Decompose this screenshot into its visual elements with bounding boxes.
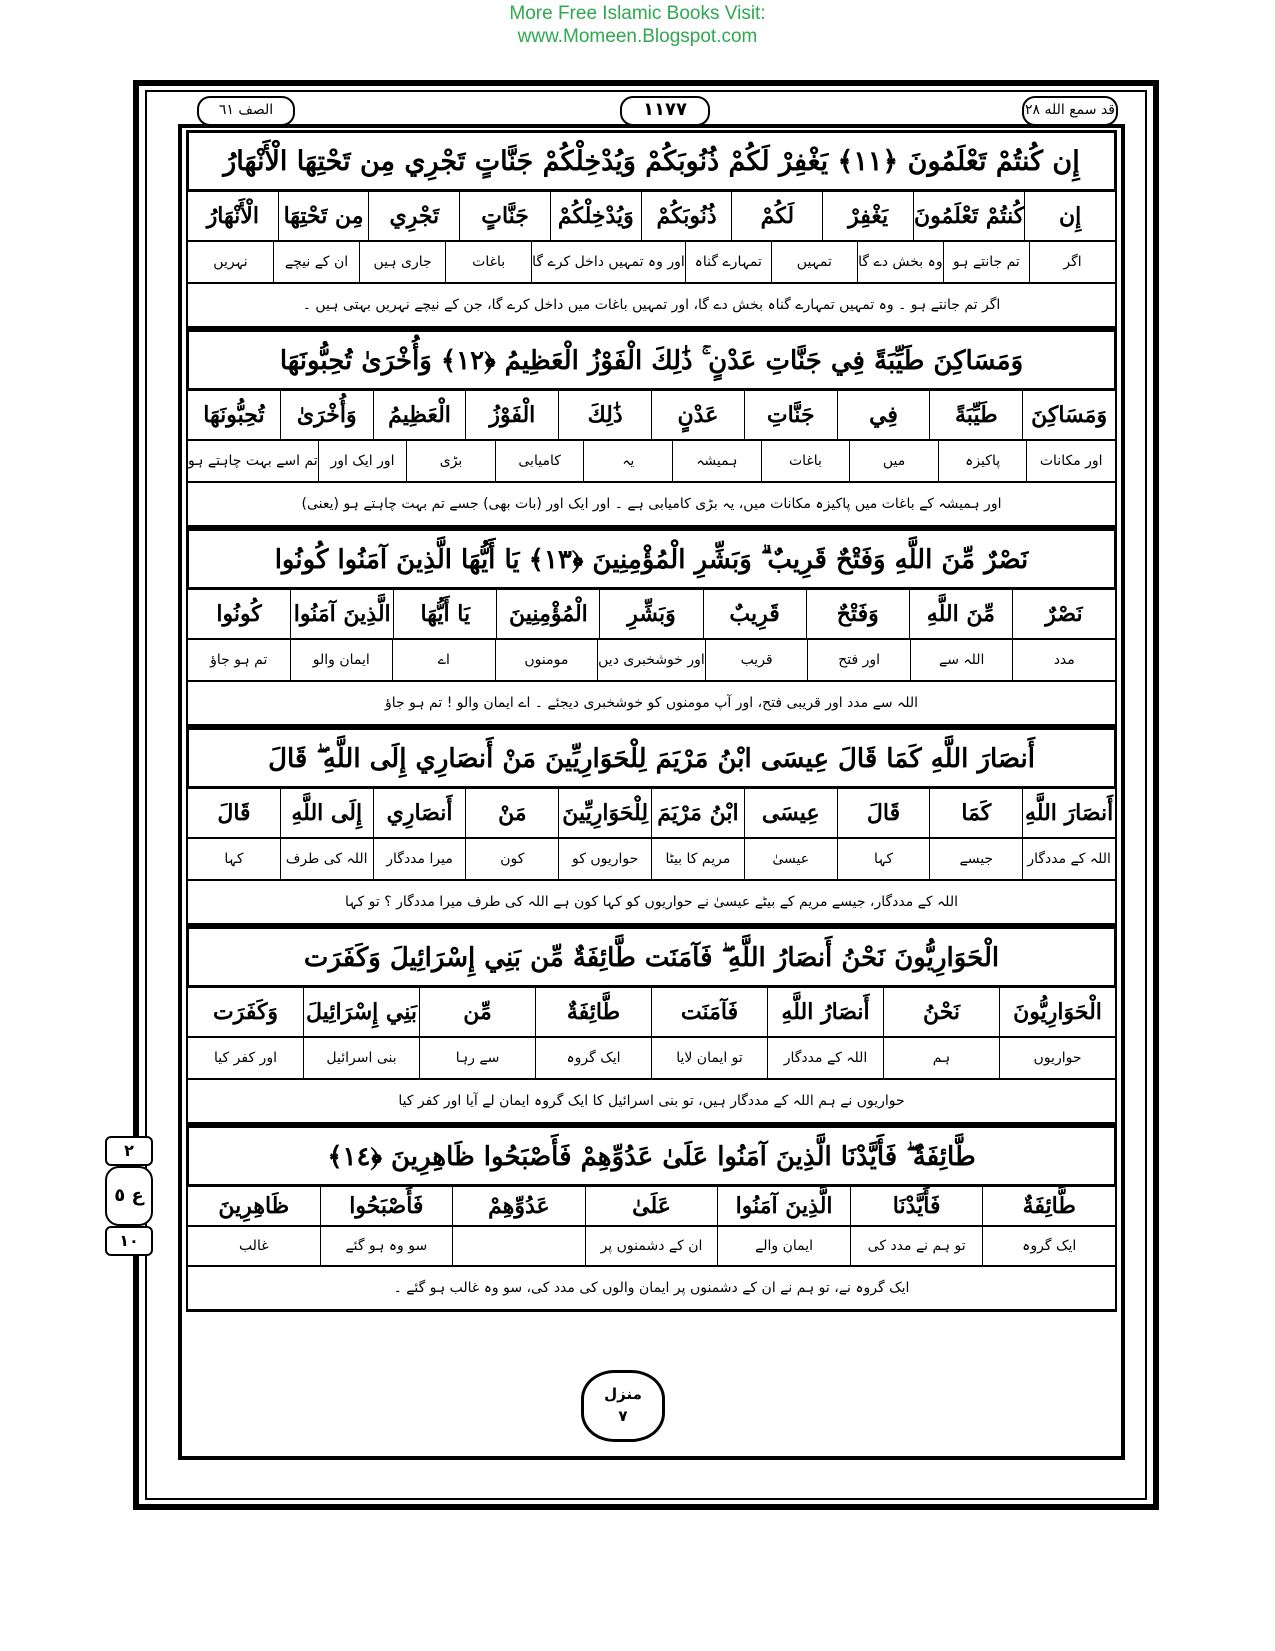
urdu-meaning: تم جانتے ہو xyxy=(943,242,1029,282)
meaning-row xyxy=(186,1227,1117,1267)
word-row xyxy=(186,988,1117,1038)
arabic-word: أَنصَارَ اللَّهِ xyxy=(1022,789,1115,837)
translation-line: اگر تم جانتے ہو ۔ وہ تمہیں تمہارے گناہ بخش دے گا، اور تمہیں باغات میں داخل کرے گا، جن کے نیچے نہریں بہتی ہیں ۔ xyxy=(186,284,1117,329)
word-row xyxy=(186,590,1117,640)
arabic-word: تَجْرِي xyxy=(368,192,459,240)
arabic-word: لَكُمْ xyxy=(731,192,822,240)
arabic-word: كُونُوا xyxy=(216,601,262,627)
ruku-ain-marker: ع ٥ xyxy=(105,1166,153,1226)
ayah-line: نَصْرٌ مِّنَ اللَّهِ وَفَتْحٌ قَرِيبٌ ۗ وَبَشِّرِ الْمُؤْمِنِينَ ﴿١٣﴾ يَا أَيُّهَا الَّذِينَ آمَنُوا كُونُوا xyxy=(186,528,1117,590)
arabic-word: طَيِّبَةً xyxy=(929,391,1022,439)
ayah-line: أَنصَارَ اللَّهِ كَمَا قَالَ عِيسَى ابْنُ مَرْيَمَ لِلْحَوَارِيِّينَ مَنْ أَنصَارِي إِلَى اللَّهِ ۖ قَالَ xyxy=(186,727,1117,789)
urdu-meaning: کون xyxy=(465,839,558,879)
arabic-word: وَكَفَرَت xyxy=(212,999,279,1025)
juz-name-label: قد سمع الله ٢٨ xyxy=(1022,96,1118,126)
promo-line-1: More Free Islamic Books Visit: xyxy=(509,3,766,24)
urdu-meaning: ان کے دشمنوں پر xyxy=(585,1227,718,1265)
urdu-meaning: تمہیں xyxy=(771,242,857,282)
word-row xyxy=(186,192,1117,242)
manzil-number: ٧ xyxy=(618,1407,628,1425)
urdu-meaning: باغات xyxy=(445,242,531,282)
urdu-meaning: ہم xyxy=(883,1038,999,1078)
urdu-meaning: میں xyxy=(849,441,938,481)
urdu-meaning: قریب xyxy=(705,640,808,680)
word-row xyxy=(186,391,1117,441)
urdu-meaning: بڑی xyxy=(406,441,495,481)
urdu-meaning: پاکیزہ xyxy=(938,441,1027,481)
arabic-word: جَنَّاتِ xyxy=(744,391,837,439)
ayah-line: وَمَسَاكِنَ طَيِّبَةً فِي جَنَّاتِ عَدْنٍ ۚ ذَٰلِكَ الْفَوْزُ الْعَظِيمُ ﴿١٢﴾ وَأُخْرَىٰ تُحِبُّونَهَا xyxy=(186,329,1117,391)
urdu-meaning: اللہ کی طرف xyxy=(280,839,373,879)
arabic-word: ذَٰلِكَ xyxy=(558,391,651,439)
urdu-meaning: جاری ہیں xyxy=(359,242,445,282)
arabic-word: ابْنُ مَرْيَمَ xyxy=(651,789,744,837)
urdu-meaning: نہریں xyxy=(213,254,248,270)
arabic-word: يَغْفِرْ xyxy=(822,192,913,240)
arabic-word: عِيسَى xyxy=(744,789,837,837)
verse-block xyxy=(186,528,1117,727)
urdu-meaning: اور ایک اور xyxy=(318,441,407,481)
urdu-meaning xyxy=(452,1227,585,1265)
arabic-word: مِّن xyxy=(419,988,535,1036)
urdu-meaning: ان کے نیچے xyxy=(273,242,359,282)
arabic-word: قَالَ xyxy=(837,789,930,837)
arabic-word: كُنتُمْ تَعْلَمُونَ xyxy=(913,192,1024,240)
ruku-marker xyxy=(103,1136,155,1256)
arabic-word: فَأَيَّدْنَا xyxy=(850,1187,983,1225)
arabic-word: وَأُخْرَىٰ xyxy=(280,391,373,439)
arabic-word: عَدْنٍ xyxy=(651,391,744,439)
arabic-word: كَمَا xyxy=(929,789,1022,837)
translation-line: اللہ سے مدد اور قریبی فتح، اور آپ مومنوں کو خوشخبری دیجئے ۔ اے ایمان والو ! تم ہو جاؤ xyxy=(186,682,1117,727)
verse-block xyxy=(186,1125,1117,1312)
meaning-row xyxy=(186,242,1117,284)
urdu-meaning: ہمیشہ xyxy=(672,441,761,481)
arabic-word: الْعَظِيمُ xyxy=(373,391,466,439)
arabic-word: أَنصَارُ اللَّهِ xyxy=(767,988,883,1036)
word-row xyxy=(186,789,1117,839)
urdu-meaning: اللہ سے xyxy=(910,640,1013,680)
urdu-meaning: وہ بخش دے گا xyxy=(857,242,943,282)
page-number: ۱۱۷۷ xyxy=(620,96,710,126)
arabic-word: وَيُدْخِلْكُمْ xyxy=(550,192,641,240)
meaning-row xyxy=(186,441,1117,483)
arabic-word: الَّذِينَ آمَنُوا xyxy=(290,590,393,638)
urdu-meaning: تم اسے بہت چاہتے ہو xyxy=(187,453,318,469)
arabic-word: فَأَصْبَحُوا xyxy=(320,1187,453,1225)
translation-line: حواریوں نے ہم اللہ کے مددگار ہیں، تو بنی اسرائیل کا ایک گروہ ایمان لے آیا اور کفر کیا xyxy=(186,1080,1117,1125)
promo-link[interactable]: www.Momeen.Blogspot.com xyxy=(517,26,758,47)
urdu-meaning: تو ایمان لایا xyxy=(651,1038,767,1078)
urdu-meaning: یہ xyxy=(583,441,672,481)
arabic-word: وَمَسَاكِنَ xyxy=(1022,391,1115,439)
arabic-word: إِن xyxy=(1024,192,1115,240)
urdu-meaning: اے xyxy=(392,640,495,680)
urdu-meaning: سے رہا xyxy=(419,1038,535,1078)
manzil-label: منزل xyxy=(604,1385,642,1403)
arabic-word: الْفَوْزُ xyxy=(465,391,558,439)
urdu-meaning: غالب xyxy=(238,1238,269,1254)
arabic-word: فِي xyxy=(837,391,930,439)
urdu-meaning: اور خوشخبری دیں xyxy=(597,640,705,680)
arabic-word: ظَاهِرِينَ xyxy=(218,1193,290,1219)
verse-block xyxy=(186,329,1117,528)
word-row xyxy=(186,1187,1117,1227)
meaning-row xyxy=(186,839,1117,881)
urdu-meaning: مریم کا بیٹا xyxy=(651,839,744,879)
surah-name-label: الصف ٦١ xyxy=(197,96,295,126)
urdu-meaning: اگر xyxy=(1029,242,1115,282)
translation-line: ایک گروہ نے، تو ہم نے ان کے دشمنوں پر ایمان والوں کی مدد کی، سو وہ غالب ہو گئے ۔ xyxy=(186,1267,1117,1312)
arabic-word: يَا أَيُّهَا xyxy=(393,590,496,638)
verse-block xyxy=(186,727,1117,926)
urdu-meaning: اور مکانات xyxy=(1026,441,1115,481)
arabic-word: الْأَنْهَارُ xyxy=(206,203,259,229)
arabic-word: عَدُوِّهِمْ xyxy=(452,1187,585,1225)
urdu-meaning: سو وہ ہو گئے xyxy=(320,1227,453,1265)
translation-line: اور ہمیشہ کے باغات میں پاکیزہ مکانات میں، یہ بڑی کامیابی ہے ۔ اور ایک اور (بات بھی) جسے تم بہت چاہتے ہو (یعنی) xyxy=(186,483,1117,528)
arabic-word: الْمُؤْمِنِينَ xyxy=(496,590,599,638)
verse-block xyxy=(186,926,1117,1125)
urdu-meaning: باغات xyxy=(761,441,850,481)
verse-block xyxy=(186,130,1117,329)
ayah-line: الْحَوَارِيُّونَ نَحْنُ أَنصَارُ اللَّهِ ۖ فَآمَنَت طَّائِفَةٌ مِّن بَنِي إِسْرَائِيلَ وَكَفَرَت xyxy=(186,926,1117,988)
urdu-meaning: حواریوں کو xyxy=(558,839,651,879)
arabic-word: ذُنُوبَكُمْ xyxy=(641,192,732,240)
ruku-count-top: ٢ xyxy=(105,1136,153,1166)
arabic-word: فَآمَنَت xyxy=(651,988,767,1036)
urdu-meaning: میرا مددگار xyxy=(373,839,466,879)
arabic-word: إِلَى اللَّهِ xyxy=(280,789,373,837)
urdu-meaning: حواریوں xyxy=(999,1038,1115,1078)
urdu-meaning: عیسیٰ xyxy=(744,839,837,879)
tafsir-content xyxy=(186,130,1117,1312)
urdu-meaning: اور کفر کیا xyxy=(214,1050,277,1066)
meaning-row xyxy=(186,1038,1117,1080)
arabic-word: عَلَىٰ xyxy=(585,1187,718,1225)
urdu-meaning: جیسے xyxy=(929,839,1022,879)
arabic-word: لِلْحَوَارِيِّينَ xyxy=(558,789,651,837)
arabic-word: الَّذِينَ آمَنُوا xyxy=(717,1187,850,1225)
arabic-word: طَّائِفَةٌ xyxy=(535,988,651,1036)
translation-line: اللہ کے مددگار، جیسے مریم کے بیٹے عیسیٰ نے حواریوں کو کہا کون ہے اللہ کی طرف میرا مددگار ؟ تو کہا xyxy=(186,881,1117,926)
arabic-word: مَنْ xyxy=(465,789,558,837)
urdu-meaning: کہا xyxy=(224,851,244,867)
urdu-meaning: مومنوں xyxy=(495,640,598,680)
meaning-row xyxy=(186,640,1117,682)
ayah-line: إِن كُنتُمْ تَعْلَمُونَ ﴿١١﴾ يَغْفِرْ لَكُمْ ذُنُوبَكُمْ وَيُدْخِلْكُمْ جَنَّاتٍ تَجْرِي مِن تَحْتِهَا الْأَنْهَارُ xyxy=(186,130,1117,192)
arabic-word: مِّنَ اللَّهِ xyxy=(909,590,1012,638)
arabic-word: وَبَشِّرِ xyxy=(599,590,702,638)
urdu-meaning: مدد xyxy=(1012,640,1115,680)
urdu-meaning: کامیابی xyxy=(495,441,584,481)
urdu-meaning: تمہارے گناہ xyxy=(685,242,771,282)
arabic-word: نَحْنُ xyxy=(883,988,999,1036)
arabic-word: وَفَتْحٌ xyxy=(806,590,909,638)
urdu-meaning: تو ہم نے مدد کی xyxy=(850,1227,983,1265)
urdu-meaning: اور وہ تمہیں داخل کرے گا xyxy=(531,242,685,282)
arabic-word: أَنصَارِي xyxy=(373,789,466,837)
ruku-count-bottom: ١٠ xyxy=(105,1226,153,1256)
urdu-meaning: بنی اسرائیل xyxy=(303,1038,419,1078)
arabic-word: الْحَوَارِيُّونَ xyxy=(999,988,1115,1036)
ayah-line: طَّائِفَةٌ ۖ فَأَيَّدْنَا الَّذِينَ آمَنُوا عَلَىٰ عَدُوِّهِمْ فَأَصْبَحُوا ظَاهِرِينَ ﴿١٤﴾ xyxy=(186,1125,1117,1187)
urdu-meaning: تم ہو جاؤ xyxy=(210,652,268,668)
arabic-word: مِن تَحْتِهَا xyxy=(278,192,369,240)
manzil-marker xyxy=(581,1370,665,1442)
urdu-meaning: کہا xyxy=(837,839,930,879)
arabic-word: قَرِيبٌ xyxy=(703,590,806,638)
urdu-meaning: اللہ کے مددگار xyxy=(1022,839,1115,879)
arabic-word: نَصْرٌ xyxy=(1012,590,1115,638)
urdu-meaning: اللہ کے مددگار xyxy=(767,1038,883,1078)
urdu-meaning: ایک گروہ xyxy=(535,1038,651,1078)
arabic-word: بَنِي إِسْرَائِيلَ xyxy=(303,988,419,1036)
promo-banner xyxy=(0,2,1275,48)
urdu-meaning: ایمان والو xyxy=(290,640,393,680)
arabic-word: طَّائِفَةٌ xyxy=(982,1187,1115,1225)
urdu-meaning: ایک گروہ xyxy=(982,1227,1115,1265)
arabic-word: تُحِبُّونَهَا xyxy=(203,402,265,428)
urdu-meaning: اور فتح xyxy=(807,640,910,680)
arabic-word: قَالَ xyxy=(217,800,251,826)
arabic-word: جَنَّاتٍ xyxy=(459,192,550,240)
urdu-meaning: ایمان والے xyxy=(717,1227,850,1265)
